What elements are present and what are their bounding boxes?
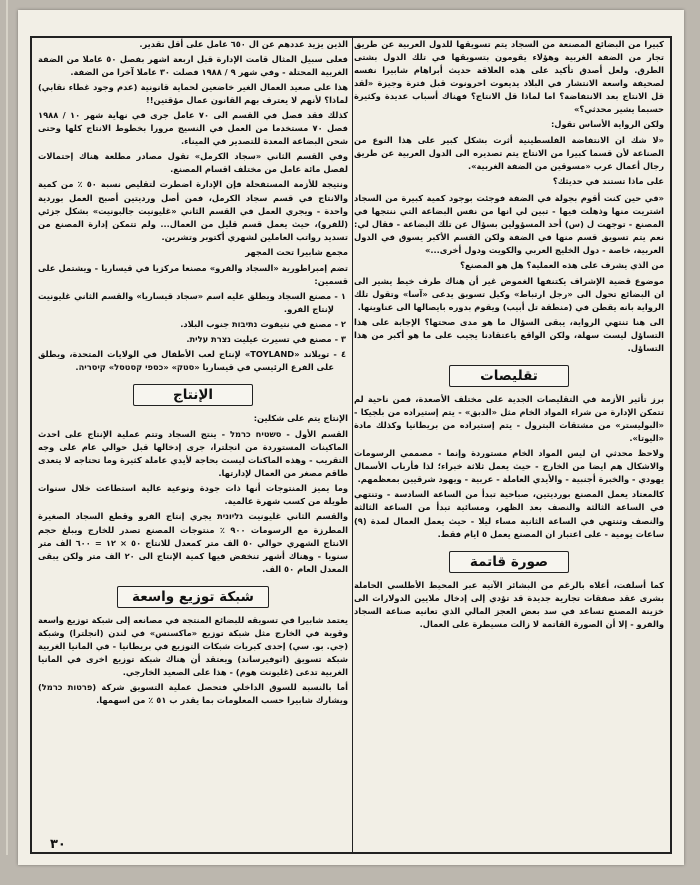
paragraph: والقسم الثاني غليونيت גליונית يجري إنتاج الفرو وقطع السجاد الصغيرة المطرزة مع الرسومات ٩٠٠ ٪ منتوجات المصنع تصدر للخارج ويبلغ حجم الانتاج الشهري حوالي ٥٠ الف متر كمعدل للانتاج ٥٠ × ١٢ = ٦٠٠ الف متر سنويا - وهناك أشهر تنخفض فيها كمية الإنتاج الى ٢٠ الف متر ولكن يبقى المعدل العام ٥٠ الف. [38, 511, 348, 574]
paragraph: أما بالنسبة للسوق الداخلي فتحصل عملية التسويق شركة (פרטות כרמל) ويشارك شابيرا حسب المعلومات بما يقدر ب ٥١ ٪ من اسهمها. [38, 681, 348, 705]
paragraph: وفي القسم الثاني «سجاد الكرمل» تقول مصادر مطلعة هناك إحتمالات لفصل مائة عامل من مختلف اقسام المصنع. [38, 151, 348, 175]
paragraph: الذين يزيد عددهم عن ال ٦٥٠ عامل على أقل تقدير. [139, 39, 348, 49]
paragraph: تضم إمبراطورية «السجاد والفرو» مصنعا مركزيا في قيساريا - ويشتمل على قسمين: [38, 262, 348, 286]
paragraph: كذلك فقد فصل في القسم الى ٧٠ عامل جرى في نهاية شهر ١٠ / ١٩٨٨ فصل ٧٠ مستخدما من العمل في النسيج مرورا بخطوط الانتاج كلها وحتى شحن البضاعة المعدة للتصدير في الميناء. [38, 110, 348, 147]
paragraph: «لا شك ان الانتفاضة الفلسطينية أثرت بشكل كبير على هذا النوع من الصناعة لأن قسما كبيرا من الانتاج يتم تصديره الى الدول العربية عن طريق رجال أعمال عرب «مسوقين من الضفة الغربية». [354, 135, 664, 172]
paragraph: كالمعتاد يعمل المصنع بورديتين، صباحية تبدأ من الساعة السادسة - وتنتهي في الساعة الثالثة والنصف بعد الظهر، ومسائية تبدأ من الساعة الثالثة والنصف وتنتهي في الساعة الثانية مساء ليلا - حيث يعمل العمال لمدة (٩) ساعات يومية - على اعتبار ان المصنع يعمل ٥ ايام فقط. [354, 489, 664, 539]
page-edge [6, 0, 8, 855]
paragraph: «في حين كنت أقوم بجولة في الضفة فوجئت بوجود كمية كبيرة من السجاد اشتريت منها وذهلت فيها - تبين لي انها من نفس البضاعة التي ننتجها في المصنع - توجهت ل (س) أحد المسؤولين بسؤال عن تلك البضاعة - فقال لي: نعم يتم تسويق قسم منها في الضفة ولكن القسم الأكبر يسوق في الدول العربية، خاصة - دول الخليج العربي والكويت ودول أخرى...» [354, 192, 664, 255]
section-heading: شبكة توزيع واسعة [117, 586, 269, 608]
column-divider [352, 38, 353, 852]
paragraph: ولكن الرواية الأساس تقول: [550, 119, 664, 130]
right-column [354, 38, 664, 852]
page-number: ٣٠ [50, 836, 66, 852]
paragraph: ولاحظ محدثي ان ليس المواد الخام مستوردة وإنما - مصممي الرسومات والاشكال هم ايضا من الخارج - حيث يعمل ثلاثة خبراء؛ لذا فأرباب الأسمال يهودي - والخبرة أجنبية - والأيدي العاملة - عربية - ويهود شرقيين بمعظمهم. [354, 448, 664, 485]
paragraph: الى هنا تنتهي الرواية، يبقى السؤال ما هو مدى صحتها؟ الإجابة على هذا التساؤل ليست سهلة، ولكن الواقع باعتقادنا يجيب على ما هو أكبر من هذا التساؤل. [354, 316, 664, 354]
article-frame [30, 36, 672, 854]
page [18, 10, 684, 865]
paragraph: كما أسلفت، أعلاه بالرغم من البشائر الآتية عبر المحيط الأطلسي الحاملة بشرى عقد صفقات تجارية جديدة قد تؤدي إلى إدخال ملايين الدولارات الى خزينة المصنع تساعد في سد بعض العجز المالي الذي تعانيه صناعة السجاد والفرو - إلا أن الصورة القاتمة لا زالت مسيطرة على العمال. [354, 579, 664, 629]
list-item: ١ - مصنع السجاد ويطلق عليه اسم «سجاد قيساريا» والقسم الثاني غليونيت لإنتاج الفرو. [38, 290, 346, 314]
paragraph: وما يميز المنتوجات أنها ذات جودة ونوعية عالية استطاعت خلال سنوات طويلة من كسب شهرة عالمية. [38, 483, 348, 507]
section-heading: صورة قاتمة [449, 551, 569, 573]
paragraph: هذا على صعيد العمال الغير خاضعين لحماية قانونية (عدم وجود غطاء نقابي) لماذا؟ لأنهم لا يعترف بهم القانون عمال مؤقتين!! [38, 82, 348, 106]
paragraph: موضوع قضية الإشراف يكتنفها الغموض غير أن هناك طرف خيط يشير الى ان البضائع تحول الى «رجل ارتباط» وكيل تسويق يدعى «آسا» وتقول تلك الرواية بانه يقطن في (منطقة تل أبيب) ويقوم بدوره بايصالها الى عناوينها. [354, 275, 664, 312]
left-column [38, 38, 348, 852]
list-item: ٢ - مصنع في نتيفوت נתיבות جنوب البلاد. [180, 318, 346, 329]
section-heading: الإنتاج [133, 384, 253, 406]
paragraph: ونتيجة للأزمة المستفحلة فإن الإدارة اضطرت لتقليص نسبة ٥٠ ٪ من كمية والانتاج في قسم سجاد الكرمل، فمن أصل ورديتين أصبح العمل بوردية واحدة - ويجري العمل في القسم الثاني «غليونيت جالبونيت» بشكل جزئي (للفرو)، حيث يعمل قسم قليل من العمال... ولم تتمكن إدارة المصنع من تسديد رواتب العاملين لشهري أكتوبر وتشرين. [38, 179, 348, 242]
paragraph: برز تأثير الأزمة في التقليصات الجدية على مختلف الأصعدة، فمن ناحية لم تتمكن الإدارة من شراء المواد الخام مثل «الدبق» - يتم إستيراده من بلجيكا - «البوليستر» من مشتقات البترول - يتم إستيراده من بريطانيا وكذلك مادة «اليوتا». [354, 394, 664, 444]
paragraph: يعتمد شابيرا في تسويقه للبضائع المنتجة في مصانعه إلى شبكة توزيع واسعة وقوية في الخارج مثل شبكة توزيع «ماكسنس» في لندن (انجلترا) وشبكة (جي. بو. سي) إحدى كبريات شبكات التوزيع في بريطانيا - في المانيا الغربية شبكة تسويق (اتوفيرساند) ويعتقد أن هناك شبكة توزيع اخرى في المانيا الغربية تدعى (غليونت هوم) - هذا على الصعيد الخارجي. [38, 614, 348, 677]
list-item: ٤ - تويلاند «TOYLAND» لإنتاج لعب الأطفال في الولايات المتحدة، ويطلق على الفرع الرئيسي في قيساريا «סטק» «כספי קסטסל» קיסריה. [38, 349, 347, 373]
question: من الذي يشرف على هذه العملية؟ هل هو المصنع؟ [460, 259, 664, 270]
paragraph: القسم الأول - סשטיח כרמל - ينتج السجاد وتتم عملية الإنتاج على احدث الماكينات المستوردة من انجلترا، جرى إدخالها قبل حوالي عام على وجه التقريب - وهذه الماكنات ليست بحاجة لأيدي عاملة كثيرة وما تحتاجه لا يتعدى طاقم مصغر من العمال لإدارتها. [38, 429, 348, 479]
paragraph: فعلى سبيل المثال قامت الإدارة قبل اربعة اشهر بفصل ٥٠ عاملا من الضفة الغربية المحتلة - وفي شهر ٩ / ١٩٨٨ فصلت ٣٠ عاملا آخرا من الضفة. [38, 54, 348, 78]
section-heading: تقليصات [449, 365, 569, 387]
question: على ماذا تستند في حديثك؟ [552, 176, 664, 187]
paragraph: كبيرا من البضائع المصنعة من السجاد يتم تسويقها للدول العربية عن طريق تجار من الضفة الغربية وهؤلاء يقومون بتسويقها في تلك الدول بشتى الطرق. ولعل أصدق تأكيد على هذه العلاقة حديث أبراهام شابيرا نفسه لصحيفة واسعة الانتشار في البلاد يديعوت احرونوت قبل فترة وجيزة «لقد قل الانتاج بعد الانتفاضة؟ اما لماذا قل الانتاج؟ فهناك أسباب عديدة وكثيرة حسبما يشير محدثي؟» [354, 39, 664, 115]
paragraph: الإنتاج يتم على شكلين: [253, 413, 348, 424]
subheading: مجمع شابيرا تحت المجهر [245, 246, 348, 257]
list-item: ٣ - مصنع في تسيرت عيليت נצרת עלית. [186, 333, 346, 344]
